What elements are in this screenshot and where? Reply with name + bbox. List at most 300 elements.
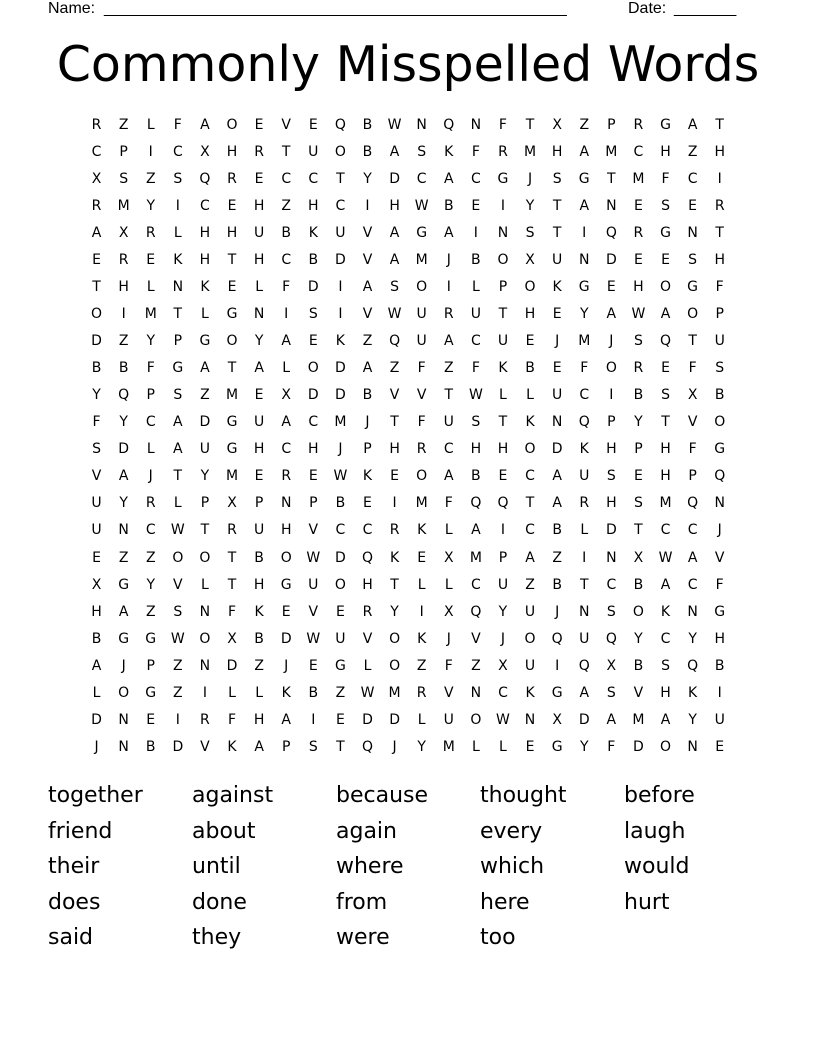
grid-letter[interactable]: V: [362, 306, 373, 323]
grid-letter[interactable]: Q: [687, 657, 699, 674]
grid-letter[interactable]: S: [173, 603, 183, 620]
grid-letter[interactable]: V: [362, 630, 373, 647]
grid-letter[interactable]: D: [335, 252, 346, 269]
grid-letter[interactable]: N: [199, 603, 211, 620]
grid-letter[interactable]: A: [687, 549, 698, 566]
grid-letter[interactable]: F: [498, 117, 507, 133]
grid-letter[interactable]: O: [687, 306, 699, 323]
grid-letter[interactable]: C: [443, 441, 454, 458]
grid-letter[interactable]: I: [446, 279, 451, 296]
grid-letter[interactable]: B: [552, 576, 562, 593]
grid-letter[interactable]: G: [226, 306, 238, 323]
grid-letter[interactable]: H: [470, 441, 482, 458]
grid-letter[interactable]: G: [551, 738, 563, 755]
grid-letter[interactable]: M: [632, 711, 645, 728]
grid-letter[interactable]: A: [91, 657, 102, 674]
grid-letter[interactable]: M: [415, 495, 428, 512]
grid-letter[interactable]: F: [146, 360, 155, 377]
grid-letter[interactable]: S: [173, 171, 183, 188]
grid-letter[interactable]: P: [498, 279, 508, 296]
grid-letter[interactable]: N: [118, 711, 129, 728]
grid-letter[interactable]: B: [362, 117, 373, 133]
grid-letter[interactable]: S: [606, 684, 616, 701]
grid-letter[interactable]: Q: [389, 333, 401, 350]
grid-letter[interactable]: S: [308, 306, 318, 323]
grid-letter[interactable]: A: [525, 549, 535, 566]
grid-letter[interactable]: L: [444, 522, 453, 539]
grid-letter[interactable]: B: [118, 360, 129, 377]
grid-letter[interactable]: L: [173, 225, 182, 242]
grid-letter[interactable]: E: [525, 738, 535, 755]
grid-letter[interactable]: X: [687, 387, 698, 404]
grid-letter[interactable]: L: [201, 576, 209, 593]
grid-letter[interactable]: K: [525, 684, 535, 701]
grid-letter[interactable]: E: [92, 252, 101, 269]
grid-letter[interactable]: N: [416, 117, 427, 133]
grid-letter[interactable]: B: [281, 225, 291, 242]
grid-letter[interactable]: Q: [470, 603, 482, 620]
grid-letter[interactable]: I: [121, 306, 126, 323]
grid-letter[interactable]: F: [417, 414, 426, 431]
grid-letter[interactable]: W: [468, 387, 483, 404]
grid-letter[interactable]: Z: [145, 603, 156, 620]
grid-letter[interactable]: B: [91, 630, 102, 647]
grid-letter[interactable]: N: [687, 738, 698, 755]
grid-letter[interactable]: R: [633, 117, 644, 133]
grid-letter[interactable]: E: [254, 387, 264, 404]
grid-letter[interactable]: J: [121, 657, 126, 674]
grid-letter[interactable]: C: [470, 576, 481, 593]
grid-letter[interactable]: Q: [118, 387, 130, 404]
grid-letter[interactable]: L: [526, 387, 534, 404]
grid-letter[interactable]: C: [687, 171, 698, 188]
grid-letter[interactable]: J: [446, 252, 451, 269]
grid-letter[interactable]: H: [226, 144, 238, 161]
grid-letter[interactable]: S: [390, 279, 400, 296]
grid-letter[interactable]: G: [226, 441, 238, 458]
grid-letter[interactable]: C: [660, 630, 671, 647]
grid-letter[interactable]: F: [227, 603, 237, 620]
grid-letter[interactable]: G: [226, 414, 238, 431]
grid-letter[interactable]: Z: [362, 333, 373, 350]
grid-letter[interactable]: E: [606, 279, 616, 296]
grid-letter[interactable]: N: [578, 252, 590, 269]
grid-letter[interactable]: H: [660, 468, 671, 485]
grid-letter[interactable]: L: [228, 684, 236, 701]
grid-letter[interactable]: K: [688, 684, 698, 701]
grid-letter[interactable]: T: [634, 522, 643, 539]
grid-letter[interactable]: R: [227, 171, 237, 188]
grid-letter[interactable]: Z: [254, 657, 264, 674]
grid-letter[interactable]: F: [227, 711, 237, 728]
grid-letter[interactable]: J: [555, 333, 560, 350]
grid-letter[interactable]: T: [281, 144, 291, 161]
grid-letter[interactable]: Y: [634, 630, 643, 647]
grid-letter[interactable]: F: [444, 657, 453, 674]
grid-letter[interactable]: B: [471, 468, 481, 485]
grid-letter[interactable]: A: [687, 117, 698, 133]
grid-letter[interactable]: O: [334, 576, 346, 593]
grid-letter[interactable]: T: [688, 333, 697, 350]
grid-letter[interactable]: E: [633, 198, 643, 215]
grid-letter[interactable]: A: [606, 711, 617, 728]
grid-letter[interactable]: I: [500, 198, 506, 215]
grid-letter[interactable]: D: [605, 522, 617, 539]
grid-letter[interactable]: E: [227, 279, 237, 296]
grid-letter[interactable]: I: [175, 198, 180, 215]
grid-letter[interactable]: H: [308, 198, 319, 215]
grid-letter[interactable]: L: [444, 576, 453, 593]
grid-letter[interactable]: H: [524, 306, 536, 323]
grid-letter[interactable]: T: [444, 387, 454, 404]
grid-letter[interactable]: Z: [145, 171, 156, 188]
grid-letter[interactable]: Q: [443, 117, 455, 133]
grid-letter[interactable]: Q: [361, 738, 373, 755]
grid-letter[interactable]: I: [175, 711, 180, 728]
grid-letter[interactable]: Y: [146, 333, 156, 350]
grid-letter[interactable]: W: [631, 306, 646, 323]
grid-letter[interactable]: L: [173, 495, 182, 512]
grid-letter[interactable]: W: [170, 630, 185, 647]
grid-letter[interactable]: G: [416, 225, 428, 242]
grid-letter[interactable]: U: [91, 495, 102, 512]
grid-letter[interactable]: B: [552, 522, 562, 539]
grid-letter[interactable]: L: [417, 711, 426, 728]
grid-letter[interactable]: T: [200, 522, 210, 539]
grid-letter[interactable]: N: [578, 603, 590, 620]
grid-letter[interactable]: G: [280, 576, 292, 593]
grid-letter[interactable]: F: [444, 495, 453, 512]
grid-letter[interactable]: A: [200, 360, 210, 377]
grid-letter[interactable]: A: [579, 144, 590, 161]
grid-letter[interactable]: A: [443, 225, 454, 242]
grid-letter[interactable]: E: [308, 117, 318, 133]
grid-letter[interactable]: U: [579, 630, 590, 647]
grid-letter[interactable]: L: [499, 387, 507, 404]
grid-letter[interactable]: O: [660, 279, 672, 296]
grid-letter[interactable]: T: [336, 738, 345, 755]
grid-letter[interactable]: D: [172, 738, 184, 755]
grid-letter[interactable]: Z: [335, 684, 346, 701]
grid-letter[interactable]: O: [172, 549, 184, 566]
grid-letter[interactable]: H: [118, 279, 129, 296]
grid-letter[interactable]: J: [392, 738, 397, 755]
grid-letter[interactable]: A: [443, 171, 454, 188]
grid-letter[interactable]: E: [146, 711, 156, 728]
grid-letter[interactable]: D: [389, 171, 400, 188]
grid-letter[interactable]: G: [551, 684, 563, 701]
grid-letter[interactable]: Y: [92, 387, 101, 404]
grid-letter[interactable]: U: [253, 414, 265, 431]
grid-letter[interactable]: Z: [389, 360, 400, 377]
grid-letter[interactable]: K: [525, 414, 535, 431]
grid-letter[interactable]: U: [714, 333, 725, 350]
grid-letter[interactable]: X: [227, 630, 237, 647]
grid-letter[interactable]: A: [118, 468, 129, 485]
grid-letter[interactable]: A: [443, 468, 454, 485]
grid-letter[interactable]: K: [444, 144, 454, 161]
grid-letter[interactable]: A: [200, 117, 210, 133]
grid-letter[interactable]: L: [363, 657, 372, 674]
grid-letter[interactable]: P: [146, 387, 155, 404]
grid-letter[interactable]: S: [417, 144, 427, 161]
grid-letter[interactable]: E: [552, 306, 562, 323]
grid-letter[interactable]: I: [500, 522, 506, 539]
grid-letter[interactable]: P: [200, 495, 210, 512]
grid-letter[interactable]: T: [227, 252, 237, 269]
grid-letter[interactable]: G: [497, 171, 509, 188]
grid-letter[interactable]: C: [687, 522, 698, 539]
grid-letter[interactable]: X: [91, 171, 102, 188]
grid-letter[interactable]: U: [91, 522, 102, 539]
grid-letter[interactable]: L: [255, 684, 264, 701]
grid-letter[interactable]: I: [555, 657, 560, 674]
grid-letter[interactable]: K: [660, 603, 671, 620]
grid-letter[interactable]: W: [306, 630, 321, 647]
grid-letter[interactable]: A: [281, 711, 291, 728]
grid-letter[interactable]: Y: [634, 414, 643, 431]
grid-letter[interactable]: C: [200, 198, 210, 215]
grid-letter[interactable]: T: [715, 225, 724, 242]
grid-letter[interactable]: I: [609, 387, 614, 404]
grid-letter[interactable]: F: [173, 117, 182, 133]
grid-letter[interactable]: T: [227, 576, 237, 593]
grid-letter[interactable]: C: [633, 144, 644, 161]
grid-letter[interactable]: V: [173, 576, 183, 593]
grid-letter[interactable]: I: [365, 198, 370, 215]
grid-letter[interactable]: R: [91, 198, 102, 215]
grid-letter[interactable]: N: [118, 738, 129, 755]
grid-letter[interactable]: H: [714, 144, 725, 161]
grid-letter[interactable]: X: [443, 603, 454, 620]
grid-letter[interactable]: D: [199, 414, 211, 431]
grid-letter[interactable]: Y: [146, 576, 156, 593]
grid-letter[interactable]: G: [578, 171, 590, 188]
grid-letter[interactable]: E: [661, 360, 670, 377]
grid-letter[interactable]: M: [524, 144, 537, 161]
grid-letter[interactable]: D: [335, 549, 346, 566]
grid-letter[interactable]: H: [660, 441, 671, 458]
grid-letter[interactable]: E: [308, 468, 318, 485]
grid-letter[interactable]: C: [525, 468, 535, 485]
grid-letter[interactable]: W: [387, 117, 402, 133]
grid-letter[interactable]: U: [335, 225, 346, 242]
grid-letter[interactable]: H: [606, 495, 617, 512]
grid-letter[interactable]: U: [199, 441, 211, 458]
grid-letter[interactable]: U: [253, 522, 265, 539]
grid-letter[interactable]: R: [498, 144, 508, 161]
grid-letter[interactable]: G: [714, 441, 726, 458]
grid-letter[interactable]: S: [715, 360, 725, 377]
grid-letter[interactable]: H: [633, 279, 644, 296]
grid-letter[interactable]: I: [311, 711, 316, 728]
grid-letter[interactable]: K: [579, 441, 589, 458]
grid-letter[interactable]: L: [201, 306, 209, 323]
grid-letter[interactable]: D: [91, 333, 102, 350]
grid-letter[interactable]: I: [473, 225, 478, 242]
grid-letter[interactable]: H: [199, 225, 211, 242]
grid-letter[interactable]: N: [687, 603, 698, 620]
grid-letter[interactable]: K: [389, 549, 400, 566]
grid-letter[interactable]: H: [660, 144, 671, 161]
grid-letter[interactable]: O: [199, 549, 211, 566]
grid-letter[interactable]: V: [362, 252, 373, 269]
grid-letter[interactable]: E: [715, 738, 725, 755]
grid-letter[interactable]: Q: [361, 549, 373, 566]
grid-letter[interactable]: F: [688, 441, 697, 458]
grid-letter[interactable]: A: [660, 711, 671, 728]
grid-letter[interactable]: H: [253, 711, 265, 728]
grid-letter[interactable]: W: [360, 684, 375, 701]
grid-letter[interactable]: A: [389, 144, 400, 161]
grid-letter[interactable]: S: [119, 171, 129, 188]
grid-letter[interactable]: I: [338, 279, 343, 296]
grid-letter[interactable]: H: [199, 252, 211, 269]
grid-letter[interactable]: Z: [687, 144, 698, 161]
grid-letter[interactable]: B: [362, 144, 373, 161]
grid-letter[interactable]: Y: [200, 468, 210, 485]
grid-letter[interactable]: E: [498, 468, 508, 485]
grid-letter[interactable]: R: [633, 360, 644, 377]
grid-letter[interactable]: R: [145, 225, 156, 242]
grid-letter[interactable]: K: [552, 279, 562, 296]
grid-letter[interactable]: K: [173, 252, 183, 269]
grid-letter[interactable]: Y: [417, 738, 426, 755]
grid-letter[interactable]: Z: [118, 117, 129, 133]
grid-letter[interactable]: N: [606, 549, 617, 566]
grid-letter[interactable]: Z: [443, 360, 454, 377]
grid-letter[interactable]: T: [552, 198, 562, 215]
grid-letter[interactable]: W: [414, 198, 429, 215]
grid-letter[interactable]: G: [145, 684, 157, 701]
grid-letter[interactable]: R: [281, 468, 292, 485]
grid-letter[interactable]: W: [170, 522, 185, 539]
grid-letter[interactable]: K: [362, 468, 373, 485]
grid-letter[interactable]: K: [281, 684, 291, 701]
grid-letter[interactable]: H: [497, 441, 509, 458]
grid-letter[interactable]: L: [471, 738, 480, 755]
grid-letter[interactable]: T: [173, 468, 183, 485]
grid-letter[interactable]: N: [497, 225, 509, 242]
grid-letter[interactable]: Q: [605, 225, 617, 242]
grid-letter[interactable]: H: [714, 252, 725, 269]
grid-letter[interactable]: R: [118, 252, 129, 269]
grid-letter[interactable]: J: [94, 738, 99, 755]
grid-letter[interactable]: B: [471, 252, 481, 269]
grid-letter[interactable]: B: [525, 360, 535, 377]
grid-letter[interactable]: T: [336, 171, 345, 188]
grid-letter[interactable]: A: [254, 360, 264, 377]
grid-letter[interactable]: C: [335, 522, 346, 539]
grid-letter[interactable]: T: [552, 225, 562, 242]
grid-letter[interactable]: T: [173, 306, 183, 323]
grid-letter[interactable]: Y: [146, 198, 156, 215]
grid-letter[interactable]: C: [145, 414, 156, 431]
grid-letter[interactable]: E: [688, 198, 698, 215]
grid-letter[interactable]: G: [118, 630, 130, 647]
grid-letter[interactable]: C: [416, 171, 427, 188]
grid-letter[interactable]: P: [498, 549, 508, 566]
grid-letter[interactable]: L: [146, 441, 155, 458]
grid-letter[interactable]: S: [606, 468, 616, 485]
grid-letter[interactable]: V: [281, 117, 291, 133]
grid-letter[interactable]: T: [390, 414, 399, 431]
grid-letter[interactable]: R: [443, 306, 454, 323]
grid-letter[interactable]: Q: [470, 495, 482, 512]
grid-letter[interactable]: P: [363, 441, 372, 458]
grid-letter[interactable]: V: [362, 225, 373, 242]
grid-letter[interactable]: H: [551, 144, 563, 161]
grid-letter[interactable]: A: [254, 738, 264, 755]
grid-letter[interactable]: O: [605, 360, 617, 377]
grid-letter[interactable]: O: [632, 603, 644, 620]
grid-letter[interactable]: H: [660, 684, 671, 701]
grid-letter[interactable]: O: [497, 252, 509, 269]
grid-letter[interactable]: N: [253, 306, 265, 323]
grid-letter[interactable]: Q: [199, 171, 211, 188]
grid-letter[interactable]: C: [172, 144, 183, 161]
grid-letter[interactable]: H: [253, 252, 265, 269]
grid-letter[interactable]: Z: [200, 387, 210, 404]
grid-letter[interactable]: X: [443, 549, 454, 566]
grid-letter[interactable]: B: [443, 198, 454, 215]
grid-letter[interactable]: H: [714, 630, 725, 647]
grid-letter[interactable]: C: [606, 576, 617, 593]
grid-letter[interactable]: C: [687, 576, 698, 593]
grid-letter[interactable]: D: [389, 711, 400, 728]
grid-letter[interactable]: W: [333, 468, 348, 485]
grid-letter[interactable]: S: [661, 387, 670, 404]
grid-letter[interactable]: N: [551, 414, 563, 431]
grid-letter[interactable]: U: [470, 306, 481, 323]
grid-letter[interactable]: D: [633, 738, 644, 755]
grid-letter[interactable]: P: [715, 306, 724, 323]
grid-letter[interactable]: O: [226, 117, 238, 133]
grid-letter[interactable]: D: [362, 711, 373, 728]
grid-letter[interactable]: N: [172, 279, 184, 296]
grid-letter[interactable]: N: [470, 684, 482, 701]
grid-letter[interactable]: B: [145, 738, 156, 755]
grid-letter[interactable]: H: [226, 225, 238, 242]
grid-letter[interactable]: K: [335, 333, 345, 350]
grid-letter[interactable]: N: [280, 495, 292, 512]
grid-letter[interactable]: V: [416, 387, 427, 404]
grid-letter[interactable]: M: [578, 333, 591, 350]
grid-letter[interactable]: A: [552, 495, 562, 512]
grid-letter[interactable]: F: [92, 414, 101, 431]
grid-letter[interactable]: B: [308, 684, 319, 701]
grid-letter[interactable]: E: [390, 468, 399, 485]
grid-letter[interactable]: B: [362, 387, 373, 404]
grid-letter[interactable]: K: [200, 279, 210, 296]
grid-letter[interactable]: S: [661, 198, 670, 215]
grid-letter[interactable]: T: [579, 576, 589, 593]
grid-letter[interactable]: A: [579, 684, 590, 701]
grid-letter[interactable]: C: [281, 441, 292, 458]
grid-letter[interactable]: E: [552, 360, 562, 377]
grid-letter[interactable]: A: [281, 414, 291, 431]
grid-letter[interactable]: O: [118, 684, 130, 701]
grid-letter[interactable]: X: [227, 495, 237, 512]
grid-letter[interactable]: H: [280, 522, 292, 539]
grid-letter[interactable]: Y: [498, 603, 508, 620]
grid-letter[interactable]: P: [607, 414, 616, 431]
grid-letter[interactable]: C: [470, 333, 481, 350]
grid-letter[interactable]: H: [389, 198, 400, 215]
grid-letter[interactable]: Z: [145, 549, 156, 566]
grid-letter[interactable]: O: [714, 414, 726, 431]
grid-letter[interactable]: Q: [605, 630, 617, 647]
